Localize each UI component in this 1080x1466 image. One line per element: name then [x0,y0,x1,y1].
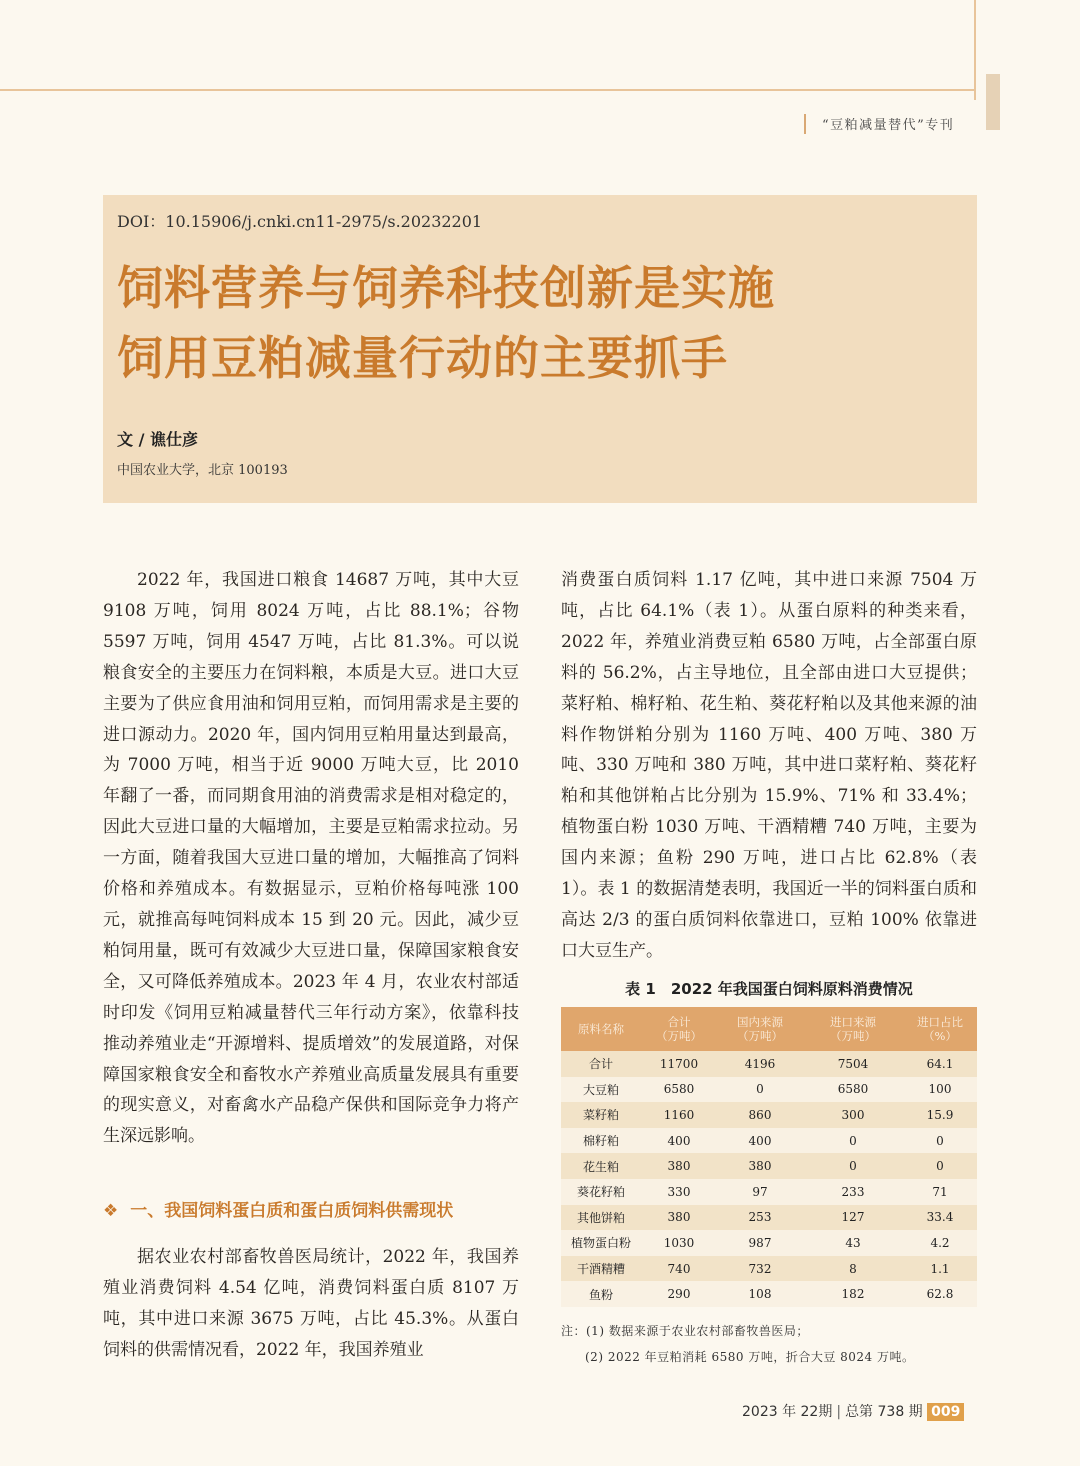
table-cell: 8 [803,1256,903,1282]
doi: DOI：10.15906/j.cnki.cn11-2975/s.20232201 [117,212,483,231]
table-cell: 棉籽粕 [561,1128,641,1154]
table-cell: 64.1 [903,1051,977,1077]
table-cell: 0 [903,1128,977,1154]
table-row [561,1179,977,1205]
author: 文 / 谯仕彦 [117,430,198,449]
table-row [561,1256,977,1282]
table-cell: 1030 [641,1230,717,1256]
table-cell: 71 [903,1179,977,1205]
table-cell: 11700 [641,1051,717,1077]
data-table [561,1007,977,1307]
table-cell: 6580 [641,1077,717,1103]
left-column-lower [103,1242,519,1366]
table-cell: 1.1 [903,1256,977,1282]
table-row [561,1153,977,1179]
table-cell: 62.8 [903,1281,977,1307]
table-cell: 330 [641,1179,717,1205]
table-header-cell: 原料名称 [561,1007,641,1051]
table-row [561,1281,977,1307]
affiliation: 中国农业大学，北京 100193 [117,463,288,478]
table-cell: 0 [803,1128,903,1154]
header-bar [804,114,806,134]
table-cell: 127 [803,1205,903,1231]
diamond-icon: ❖ [103,1201,119,1221]
table-header-cell: 合计 （万吨） [641,1007,717,1051]
table-cell: 233 [803,1179,903,1205]
table-cell: 300 [803,1102,903,1128]
table-cell: 大豆粕 [561,1077,641,1103]
table-cell: 43 [803,1230,903,1256]
side-tab [986,74,1000,130]
table-cell: 菜籽粕 [561,1102,641,1128]
page-footer: 2023 年 22期 | 总第 738 期 009 [742,1401,964,1421]
paragraph: 据农业农村部畜牧兽医局统计，2022 年，我国养殖业消费饲料 4.54 亿吨，消费饲料蛋白质 8107 万吨，其中进口来源 3675 万吨，占比 45.3%。从蛋白饲料的供需情况看，2022 年，我国养殖业 [103,1247,519,1360]
table-row [561,1077,977,1103]
table-cell: 380 [717,1153,803,1179]
table-cell: 花生粕 [561,1153,641,1179]
table-row [561,1051,977,1077]
table-header-cell: 进口占比 （%） [903,1007,977,1051]
table-row [561,1128,977,1154]
title-line-1: 饲料营养与饲养科技创新是实施 [117,261,775,315]
table-cell: 6580 [803,1077,903,1103]
column-label: “豆粕减量替代”专刊 [822,118,955,133]
title-box [103,195,977,503]
table-cell: 干酒精糟 [561,1256,641,1282]
table-header-row [561,1007,977,1051]
table-cell: 380 [641,1205,717,1231]
table-cell: 400 [641,1128,717,1154]
table-cell: 合计 [561,1051,641,1077]
table-cell: 182 [803,1281,903,1307]
note-line: 注：(1) 数据来源于农业农村部畜牧兽医局； [561,1324,809,1338]
table-cell: 860 [717,1102,803,1128]
table-cell: 97 [717,1179,803,1205]
table-cell: 植物蛋白粉 [561,1230,641,1256]
article-title [117,253,775,393]
page-number: 009 [927,1403,964,1421]
top-rule [0,89,976,91]
table-caption: 表 1 2022 年我国蛋白饲料原料消费情况 [625,980,913,998]
table-cell: 其他饼粕 [561,1205,641,1231]
table-row [561,1102,977,1128]
table-cell: 253 [717,1205,803,1231]
table-cell: 0 [717,1077,803,1103]
section-heading [103,1196,453,1221]
title-line-2: 饲用豆粕减量行动的主要抓手 [117,331,728,385]
table-cell: 740 [641,1256,717,1282]
table-cell: 4196 [717,1051,803,1077]
table-header-cell: 进口来源 （万吨） [803,1007,903,1051]
total-issue-label: 总第 738 期 [845,1404,923,1420]
table-cell: 0 [903,1153,977,1179]
table-row [561,1230,977,1256]
vertical-rule [974,0,976,100]
table-cell: 鱼粉 [561,1281,641,1307]
issue-label: 2023 年 22期 [742,1404,833,1420]
section-heading-text: 一、我国饲料蛋白质和蛋白质饲料供需现状 [130,1201,454,1221]
table-cell: 987 [717,1230,803,1256]
table-header-cell: 国内来源 （万吨） [717,1007,803,1051]
paragraph: 2022 年，我国进口粮食 14687 万吨，其中大豆 9108 万吨，饲用 8024 万吨，占比 88.1%；谷物 5597 万吨，饲用 4547 万吨，占比 81.3%。可以说粮食安全的主要压力在饲料粮，本质是大豆。进口大豆主要为了供应食用油和饲用豆粕，而饲用需求是主要的进口源动力。2020 年，国内饲用豆粕用量达到最高，为 7000 万吨，相当于近 9000 万吨大豆，比 2010 年翻了一番，而同期食用油的消费需求是相对稳定的，因此大豆进口量的大幅增加，主要是豆粕需求拉动。另一方面，随着我国大豆进口量的增加，大幅推高了饲料价格和养殖成本。有数据显示，豆粕价格每吨涨 100 元，就推高每吨饲料成本 15 到 20 元。因此，减少豆粕饲用量，既可有效减少大豆进口量，保障国家粮食安全，又可降低养殖成本。2023 年 4 月，农业农村部适时印发《饲用豆粕减量替代三年行动方案》，依靠科技推动养殖业走“开源增料、提质增效”的发展道路，对保障国家粮食安全和畜牧水产养殖业高质量发展具有重要的现实意义，对畜禽水产品稳产保供和国际竞争力将产生深远影响。 [103,570,519,1147]
table-row [561,1205,977,1231]
left-column [103,565,519,1152]
note-line: (2) 2022 年豆粕消耗 6580 万吨，折合大豆 8024 万吨。 [585,1350,915,1364]
table-cell: 732 [717,1256,803,1282]
table-cell: 15.9 [903,1102,977,1128]
table-note [561,1318,981,1370]
table-cell: 33.4 [903,1205,977,1231]
table-cell: 葵花籽粕 [561,1179,641,1205]
table-cell: 400 [717,1128,803,1154]
right-column [561,565,977,967]
table-cell: 1160 [641,1102,717,1128]
table-cell: 290 [641,1281,717,1307]
table-cell: 380 [641,1153,717,1179]
table-cell: 0 [803,1153,903,1179]
table-cell: 4.2 [903,1230,977,1256]
table-cell: 7504 [803,1051,903,1077]
table-cell: 100 [903,1077,977,1103]
paragraph: 消费蛋白质饲料 1.17 亿吨，其中进口来源 7504 万吨，占比 64.1%（表 1）。从蛋白原料的种类来看，2022 年，养殖业消费豆粕 6580 万吨，占全部蛋白原料的 56.2%，占主导地位，且全部由进口大豆提供；菜籽粕、棉籽粕、花生粕、葵花籽粕以及其他来源的油料作物饼粕分别为 1160 万吨、400 万吨、380 万吨、330 万吨和 380 万吨，其中进口菜籽粕、葵花籽粕和其他饼粕占比分别为 15.9%、71% 和 33.4%；植物蛋白粉 1030 万吨、干酒精糟 740 万吨，主要为国内来源；鱼粉 290 万吨，进口占比 62.8%（表 1）。表 1 的数据清楚表明，我国近一半的饲料蛋白质和高达 2/3 的蛋白质饲料依靠进口，豆粕 100% 依靠进口大豆生产。 [561,570,977,961]
table-cell: 108 [717,1281,803,1307]
